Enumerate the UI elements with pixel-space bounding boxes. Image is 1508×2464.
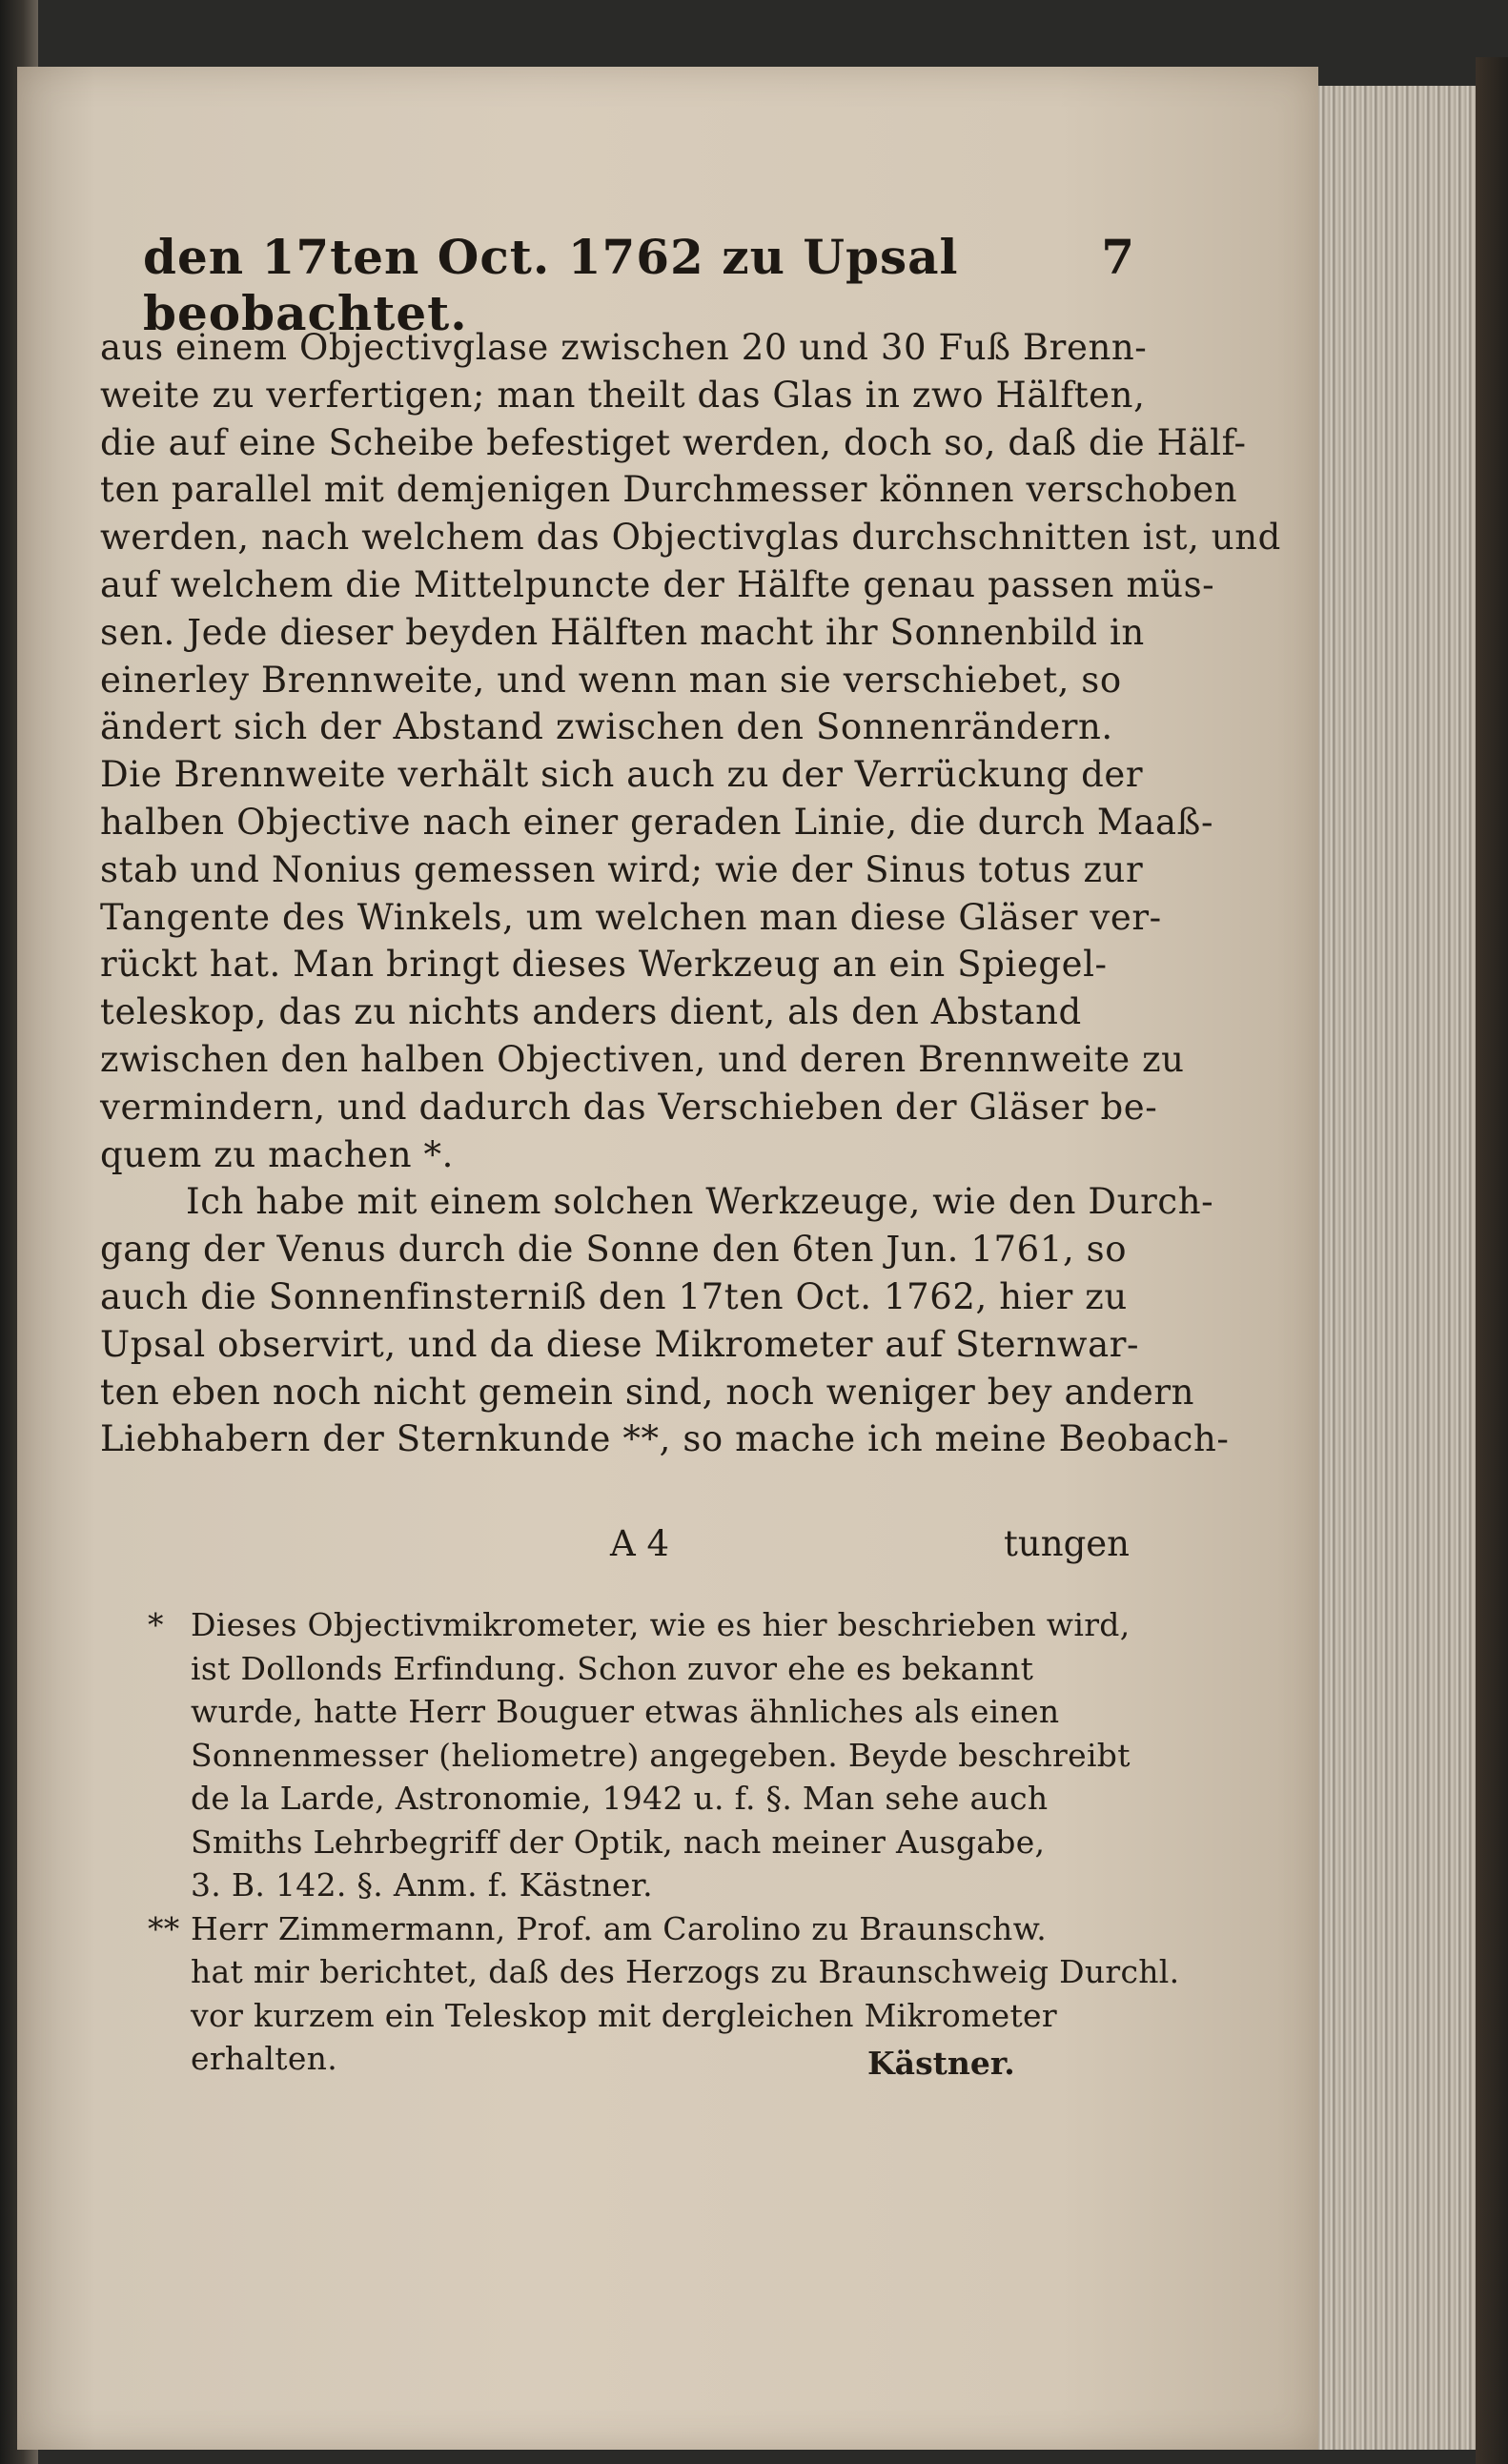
catchword: tungen xyxy=(1004,1523,1130,1564)
running-title: den 17ten Oct. 1762 zu Upsal beobachtet. xyxy=(143,229,959,341)
text-line: gang der Venus durch die Sonne den 6ten Jun. 1761, so xyxy=(100,1229,1128,1271)
text-line: werden, nach welchem das Objectivglas durchschnitten ist, und xyxy=(100,517,1281,559)
footnote-line: 3. B. 142. §. Anm. f. Kästner. xyxy=(191,1866,653,1904)
text-line: auch die Sonnenfinsterniß den 17ten Oct. 1762, hier zu xyxy=(100,1275,1128,1317)
text-line: die auf eine Scheibe befestiget werden, doch so, daß die Hälf- xyxy=(100,421,1247,463)
text-line: auf welchem die Mittelpuncte der Hälfte genau passen müs- xyxy=(100,563,1215,605)
text-line: einerley Brennweite, und wenn man sie verschiebet, so xyxy=(100,659,1122,701)
text-line: Upsal observirt, und da diese Mikrometer auf Sternwar- xyxy=(100,1323,1140,1365)
footnote-signature: Kästner. xyxy=(867,2045,1015,2082)
footnote-line: vor kurzem ein Teleskop mit dergleichen Mikrometer xyxy=(191,1996,1057,2034)
footnote-line: hat mir berichtet, daß des Herzogs zu Braunschweig Durchl. xyxy=(191,1953,1180,1990)
text-line: vermindern, und dadurch das Verschieben der Gläser be- xyxy=(100,1086,1158,1128)
page-number: 7 xyxy=(1101,229,1134,285)
text-line: quem zu machen *. xyxy=(100,1133,454,1175)
footnote-line: erhalten. xyxy=(191,2040,338,2077)
running-head xyxy=(143,229,1134,341)
main-text xyxy=(100,324,1281,1463)
text-line: ändert sich der Abstand zwischen den Sonnenrändern. xyxy=(100,706,1113,748)
text-line: halben Objective nach einer geraden Linie, die durch Maaß- xyxy=(100,801,1214,843)
footnote-text: Herr Zimmermann, Prof. am Carolino zu Braunschw. xyxy=(191,1909,1048,1947)
footnote-line xyxy=(148,1603,1130,1647)
text-line: ten parallel mit demjenigen Durchmesser können verschoben xyxy=(100,469,1238,511)
text-line: zwischen den halben Objectiven, und deren Brennweite zu xyxy=(100,1038,1185,1080)
footnotes xyxy=(148,1603,1180,2081)
text-line: aus einem Objectivglase zwischen 20 und 30 Fuß Brenn- xyxy=(100,327,1148,368)
page-block-edges xyxy=(1318,86,1490,2450)
footnote-line: Sonnenmesser (heliometre) angegeben. Beyde beschreibt xyxy=(191,1736,1131,1774)
text-line: ten eben noch nicht gemein sind, noch weniger bey andern xyxy=(100,1371,1195,1413)
catchline xyxy=(100,1523,1130,1571)
text-line: teleskop, das zu nichts anders dient, als den Abstand xyxy=(100,991,1082,1033)
text-line: Tangente des Winkels, um welchen man diese Gläser ver- xyxy=(100,896,1162,938)
footnote-line xyxy=(148,1907,1130,1951)
text-line: rückt hat. Man bringt dieses Werkzeug an ein Spiegel- xyxy=(100,944,1108,986)
footnote-line: ist Dollonds Erfindung. Schon zuvor ehe es bekannt xyxy=(191,1649,1034,1687)
footnote-line: Smiths Lehrbegriff der Optik, nach meiner Ausgabe, xyxy=(191,1823,1046,1861)
footnote-mark: ** xyxy=(148,1909,180,1947)
footnote-mark: * xyxy=(148,1606,164,1643)
text-line: weite zu verfertigen; man theilt das Glas in zwo Hälften, xyxy=(100,374,1146,416)
footnote-line: de la Larde, Astronomie, 1942 u. f. §. Man sehe auch xyxy=(191,1780,1049,1817)
text-line: Die Brennweite verhält sich auch zu der Verrückung der xyxy=(100,754,1144,796)
footnote-line: wurde, hatte Herr Bouguer etwas ähnliches als einen xyxy=(191,1693,1060,1730)
signature-mark: A 4 xyxy=(610,1523,670,1564)
paragraph-start-line: Ich habe mit einem solchen Werkzeuge, wie den Durch- xyxy=(186,1181,1214,1223)
text-line: sen. Jede dieser beyden Hälften macht ihr Sonnenbild in xyxy=(100,611,1145,653)
text-line: Liebhabern der Sternkunde **, so mache ich meine Beobach- xyxy=(100,1418,1230,1460)
footnote-text: Dieses Objectivmikrometer, wie es hier beschrieben wird, xyxy=(191,1606,1131,1643)
book-cover-edge xyxy=(1476,57,1508,2464)
text-line: stab und Nonius gemessen wird; wie der Sinus totus zur xyxy=(100,848,1144,890)
